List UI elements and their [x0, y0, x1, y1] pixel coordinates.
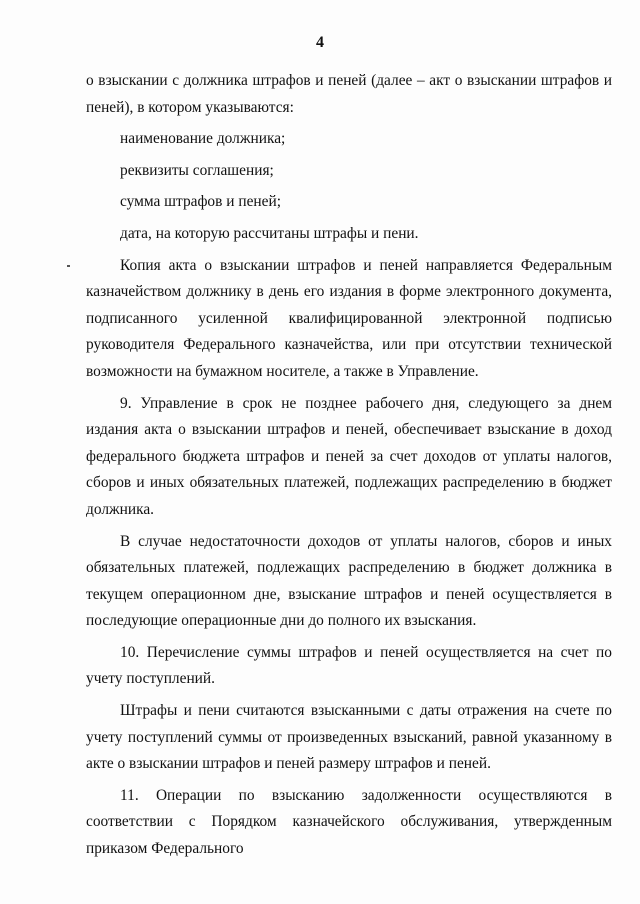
margin-mark: [67, 265, 70, 267]
paragraph-continuation: о взыскании с должника штрафов и пеней (далее – акт о взыскании штрафов и пеней), в котором указываются:: [86, 72, 612, 116]
paragraph-clause-10: 10. Перечисление суммы штрафов и пеней осуществляется на счет по учету поступлений.: [86, 643, 612, 688]
list-item-debtor-name: наименование должника;: [120, 130, 286, 148]
paragraph-insufficient-income: В случае недостаточности доходов от уплаты налогов, сборов и иных обязательных платежей, подлежащих распределению в бюджет должника в текущем операционном дне, взыскание штрафов и пеней осуществляется в последующие операционные дни до полного их взыскания.: [86, 532, 612, 630]
paragraph-clause-9: 9. Управление в срок не позднее рабочего дня, следующего за днем издания акта о взыскании штрафов и пеней, обеспечивает взыскание в доход федерального бюджета штрафов и пеней за счет доходов от уплаты налогов, сборов и иных обязательных платежей, подлежащих распределению в бюджет должника.: [86, 394, 612, 518]
paragraph-penalties-collected: Штрафы и пени считаются взысканными с даты отражения на счете по учету поступлений суммы от произведенных взысканий, равной указанному в акте о взыскании штрафов и пеней размеру штрафов и пеней.: [86, 702, 612, 773]
paragraph-act-copy: Копия акта о взыскании штрафов и пеней направляется Федеральным казначейством должнику в день его издания в форме электронного документа, подписанного усиленной квалифицированной электронной подписью руководителя Федерального казначейства, или при отсутствии технической возможности на бумажном носителе, а также в Управление.: [86, 256, 612, 380]
paragraph-clause-11: 11. Операции по взысканию задолженности осуществляются в соответствии с Порядком казначейского обслуживания, утвержденным приказом Федерального: [86, 786, 612, 858]
document-body: [86, 68, 612, 863]
list-item-penalty-amount: сумма штрафов и пеней;: [120, 193, 281, 211]
page-number: 4: [316, 34, 324, 51]
list-item-agreement-details: реквизиты соглашения;: [120, 161, 274, 179]
list-item-calculation-date: дата, на которую рассчитаны штрафы и пени.: [120, 224, 419, 242]
